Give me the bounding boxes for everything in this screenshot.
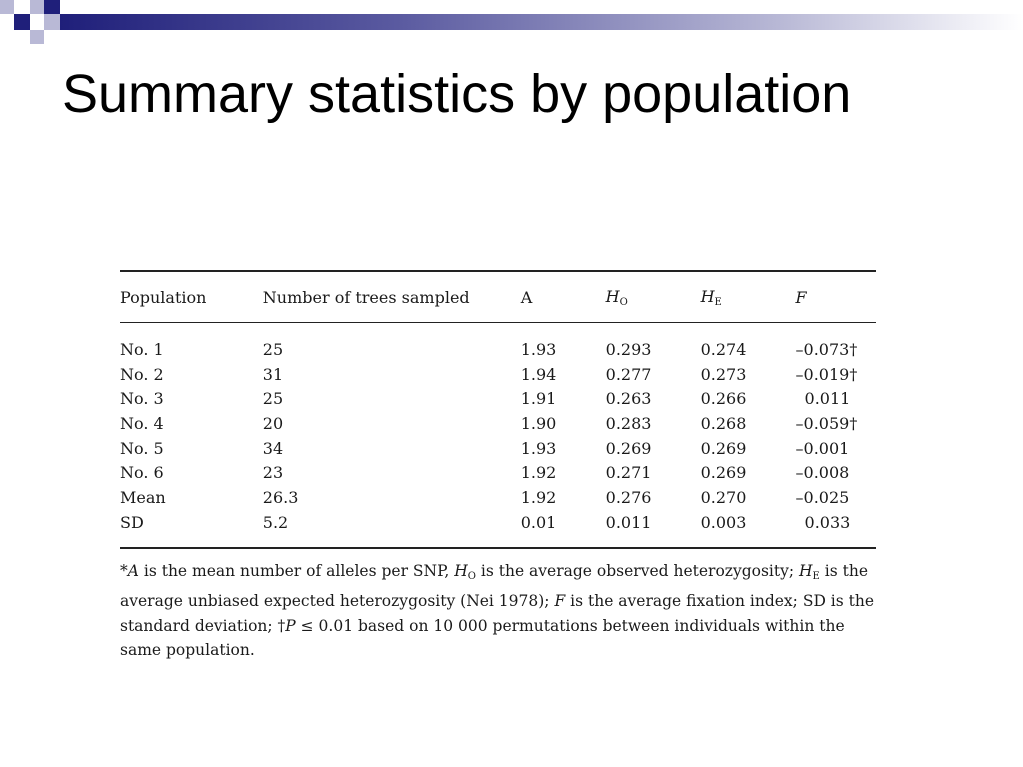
footnote-part: P [285,616,296,635]
cell-f: –0.059† [795,413,858,433]
footnote-part: is the average fixation index; SD is the standard deviation; † [120,592,875,635]
table-row [120,485,876,510]
cell-f: –0.008 [795,463,850,483]
cell-a: 1.90 [520,413,557,433]
cell-ho: 0.277 [605,364,652,384]
header-ho-sub: O [619,296,628,308]
deco-square [14,14,30,30]
cell-trees: 5.2 [263,510,521,548]
cell-trees: 34 [262,438,284,458]
cell-population: SD [120,510,263,548]
cell-trees: 23 [262,463,284,483]
table-row [120,386,876,411]
statistics-table-block [120,270,876,663]
cell-trees: 26.3 [262,487,299,507]
cell-he: 0.269 [700,463,747,483]
cell-trees: 25 [262,339,284,359]
cell-he: 0.269 [700,438,747,458]
cell-f: 0.011 [804,389,851,409]
header-f: F [796,271,876,323]
header-a: A [521,271,606,323]
header-population: Population [120,271,263,323]
footnote-part: E [812,570,820,582]
table-footnote [120,559,876,663]
header-trees: Number of trees sampled [263,271,521,323]
cell-trees: 25 [262,389,284,409]
cell-he: 0.273 [700,364,747,384]
cell-a: 1.93 [520,438,557,458]
cell-population: Mean [120,487,166,507]
table-row [120,323,876,362]
header-gradient-bar [60,14,1023,30]
cell-ho: 0.263 [605,389,652,409]
cell-f: 0.033 [796,510,876,548]
cell-he: 0.266 [700,389,747,409]
cell-he: 0.270 [700,487,747,507]
deco-square [30,0,44,14]
deco-square [44,14,60,30]
footnote-part: is the mean number of alleles per SNP, [138,561,455,580]
header-ho-base: H [605,286,620,306]
table-row [120,436,876,461]
footnote-part: is the average unbiased expected heterozygosity (Nei 1978); [120,561,868,610]
deco-square [44,0,60,14]
cell-he: 0.003 [701,510,796,548]
deco-square [0,0,14,14]
cell-f: –0.025 [795,487,850,507]
footnote-part: O [467,570,476,582]
cell-ho: 0.271 [605,463,652,483]
cell-he: 0.268 [700,413,747,433]
cell-trees: 20 [262,413,284,433]
summary-table [120,270,876,549]
footnote-part: H [454,561,468,580]
table-row [120,460,876,485]
footnote-part: is the average observed heterozygosity; [475,561,799,580]
cell-population: No. 3 [120,389,164,409]
cell-ho: 0.269 [605,438,652,458]
cell-a: 1.93 [520,339,557,359]
cell-ho: 0.276 [605,487,652,507]
header-decoration [0,0,1023,48]
table-row [120,510,876,548]
cell-population: No. 4 [120,413,164,433]
header-he [701,271,796,323]
cell-a: 1.91 [520,389,557,409]
cell-ho: 0.293 [605,339,652,359]
cell-he: 0.274 [700,339,747,359]
cell-f: –0.001 [795,438,850,458]
deco-square [30,30,44,44]
cell-population: No. 6 [120,463,164,483]
footnote-part: A [127,561,139,580]
cell-a: 1.94 [520,364,557,384]
cell-f: –0.073† [795,339,858,359]
header-ho [606,271,701,323]
cell-a: 1.92 [520,487,557,507]
cell-f: –0.019† [795,364,858,384]
cell-ho: 0.011 [606,510,701,548]
slide-title: Summary statistics by population [62,64,852,124]
footnote-part: H [799,561,813,580]
table-row [120,411,876,436]
cell-population: No. 1 [120,339,164,359]
table-header-row [120,271,876,323]
footnote-part: ≤ 0.01 based on 10 000 permutations between individuals within the same population. [120,616,845,659]
cell-a: 0.01 [521,510,606,548]
table-row [120,362,876,387]
cell-a: 1.92 [520,463,557,483]
header-he-sub: E [714,296,722,308]
cell-population: No. 2 [120,364,164,384]
cell-ho: 0.283 [605,413,652,433]
cell-population: No. 5 [120,438,164,458]
cell-trees: 31 [262,364,284,384]
footnote-part: * [120,561,128,580]
header-he-base: H [700,286,715,306]
table-body [120,323,876,548]
footnote-part: F [554,592,566,610]
